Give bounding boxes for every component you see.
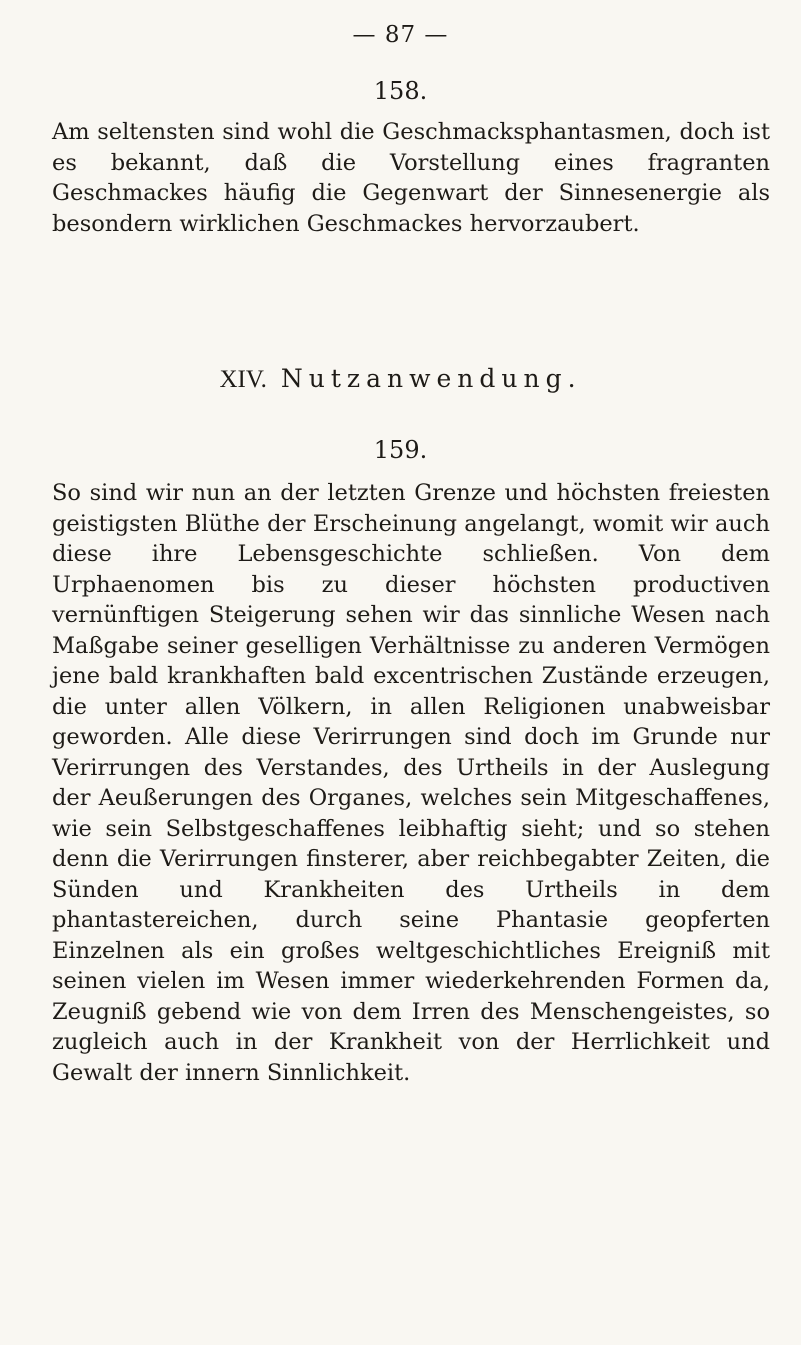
section-159-paragraph: So sind wir nun an der letzten Grenze und höchsten freiesten geistigsten Blüthe der Erscheinung angelangt, womit wir auch diese ihre Lebensgeschichte schließen. Von dem Urphaenomen bis zu dieser höchsten productiven vernünftigen Steigerung sehen wir das sinnliche Wesen nach Maßgabe seiner geselligen Verhältnisse zu anderen Vermögen jene bald krankhaften bald excentrischen Zustände erzeugen, die unter allen Völkern, in allen Religionen unabweisbar geworden. Alle diese Verirrungen sind doch im Grunde nur Verirrungen des Verstandes, des Urtheils in der Auslegung der Aeußerungen des Organes, welches sein Mitgeschaffenes, wie sein Selbstgeschaffenes leibhaftig sieht; und so stehen denn die Verirrungen finsterer, aber reichbegabter Zeiten, die Sünden und Krankheiten des Urtheils in dem phantastereichen, durch seine Phantasie geopferten Einzelnen als ein großes weltgeschichtliches Ereigniß mit seinen vielen im Wesen immer wiederkehrenden Formen da, Zeugniß gebend wie von dem Irren des Menschengeistes, so zugleich auch in der Krankheit von der Herrlichkeit und Gewalt der innern Sinnlichkeit. <box>52 480 770 1086</box>
chapter-title: Nutzanwendung. <box>280 364 582 393</box>
chapter-roman-numeral: XIV. <box>219 366 267 393</box>
section-number-158: 158. <box>373 77 428 105</box>
chapter-heading <box>0 364 801 394</box>
section-number-159: 159. <box>373 436 428 464</box>
section-158-paragraph: Am seltensten sind wohl die Geschmacksphantasmen, doch ist es bekannt, daß die Vorstellung eines fragranten Geschmackes häufig die Gegenwart der Sinnesenergie als besondern wirklichen Geschmackes hervorzaubert. <box>52 119 770 237</box>
page-number-header: — 87 — <box>352 22 449 48</box>
